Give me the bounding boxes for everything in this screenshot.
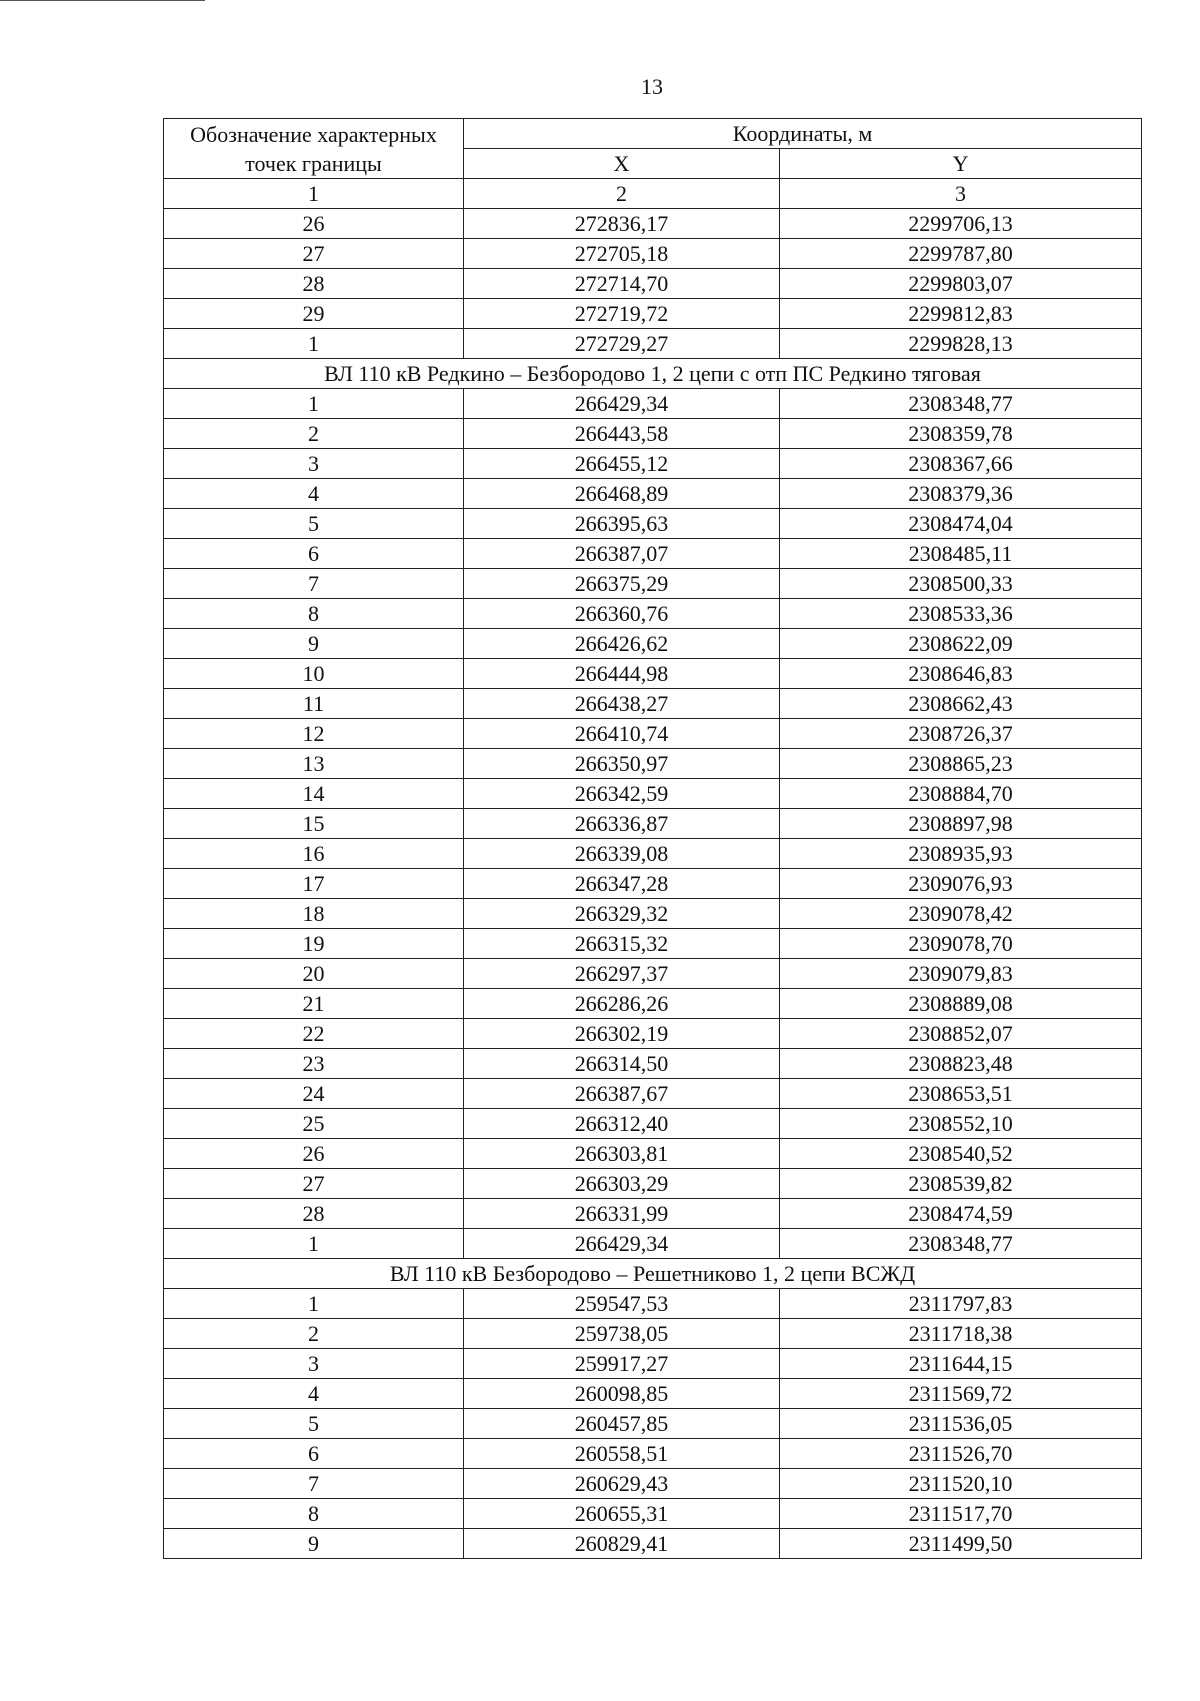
x-coordinate: 266426,62 [464,629,780,659]
table-row [164,1139,1142,1169]
section-title: ВЛ 110 кВ Редкино – Безбородово 1, 2 цепи с отп ПС Редкино тяговая [164,359,1142,389]
x-coordinate: 260655,31 [464,1499,780,1529]
table-row [164,869,1142,899]
y-coordinate: 2311526,70 [780,1439,1142,1469]
x-coordinate: 266342,59 [464,779,780,809]
y-coordinate: 2311536,05 [780,1409,1142,1439]
x-coordinate: 260829,41 [464,1529,780,1559]
x-coordinate: 266339,08 [464,839,780,869]
point-number: 20 [164,959,464,989]
point-number: 18 [164,899,464,929]
table-row [164,389,1142,419]
column-number: 1 [164,179,464,209]
x-coordinate: 266314,50 [464,1049,780,1079]
header-point-designation: Обозначение характерных точек границы [164,119,464,179]
y-coordinate: 2311718,38 [780,1319,1142,1349]
y-coordinate: 2309078,42 [780,899,1142,929]
y-coordinate: 2308823,48 [780,1049,1142,1079]
y-coordinate: 2311569,72 [780,1379,1142,1409]
point-number: 27 [164,239,464,269]
y-coordinate: 2308533,36 [780,599,1142,629]
table-row [164,1049,1142,1079]
point-number: 7 [164,1469,464,1499]
section-row [164,359,1142,389]
table-row [164,329,1142,359]
y-coordinate: 2308726,37 [780,719,1142,749]
table-row [164,1019,1142,1049]
scan-edge-line [0,0,205,1]
point-number: 9 [164,1529,464,1559]
x-coordinate: 266455,12 [464,449,780,479]
y-coordinate: 2299787,80 [780,239,1142,269]
point-number: 1 [164,389,464,419]
point-number: 1 [164,1229,464,1259]
table-row [164,269,1142,299]
x-coordinate: 266303,81 [464,1139,780,1169]
x-coordinate: 266438,27 [464,689,780,719]
x-coordinate: 266329,32 [464,899,780,929]
y-coordinate: 2308539,82 [780,1169,1142,1199]
y-coordinate: 2311797,83 [780,1289,1142,1319]
x-coordinate: 260457,85 [464,1409,780,1439]
table-row [164,509,1142,539]
point-number: 28 [164,269,464,299]
header-y: Y [780,149,1142,179]
x-coordinate: 266387,07 [464,539,780,569]
x-coordinate: 259547,53 [464,1289,780,1319]
x-coordinate: 266375,29 [464,569,780,599]
table-row [164,1349,1142,1379]
x-coordinate: 266410,74 [464,719,780,749]
x-coordinate: 266360,76 [464,599,780,629]
point-number: 7 [164,569,464,599]
y-coordinate: 2308379,36 [780,479,1142,509]
table-row [164,299,1142,329]
table-row [164,419,1142,449]
point-number: 12 [164,719,464,749]
point-number: 2 [164,419,464,449]
point-number: 11 [164,689,464,719]
point-number: 23 [164,1049,464,1079]
point-number: 4 [164,479,464,509]
table-row [164,839,1142,869]
point-number: 29 [164,299,464,329]
x-coordinate: 266286,26 [464,989,780,1019]
point-number: 25 [164,1109,464,1139]
table-row [164,569,1142,599]
table-row [164,929,1142,959]
y-coordinate: 2308884,70 [780,779,1142,809]
table-row [164,629,1142,659]
y-coordinate: 2308348,77 [780,389,1142,419]
y-coordinate: 2311520,10 [780,1469,1142,1499]
point-number: 27 [164,1169,464,1199]
point-number: 10 [164,659,464,689]
x-coordinate: 266336,87 [464,809,780,839]
y-coordinate: 2309076,93 [780,869,1142,899]
y-coordinate: 2308935,93 [780,839,1142,869]
y-coordinate: 2299812,83 [780,299,1142,329]
table-row [164,1379,1142,1409]
y-coordinate: 2308500,33 [780,569,1142,599]
section-title: ВЛ 110 кВ Безбородово – Решетниково 1, 2 цепи ВСЖД [164,1259,1142,1289]
point-number: 22 [164,1019,464,1049]
x-coordinate: 260098,85 [464,1379,780,1409]
point-number: 24 [164,1079,464,1109]
table-row [164,239,1142,269]
table-row [164,1199,1142,1229]
x-coordinate: 266303,29 [464,1169,780,1199]
table-row [164,1289,1142,1319]
x-coordinate: 266315,32 [464,929,780,959]
point-number: 16 [164,839,464,869]
y-coordinate: 2308889,08 [780,989,1142,1019]
table-row [164,659,1142,689]
table-row [164,539,1142,569]
x-coordinate: 266387,67 [464,1079,780,1109]
column-number: 2 [464,179,780,209]
table-row [164,449,1142,479]
point-number: 14 [164,779,464,809]
point-number: 6 [164,539,464,569]
x-coordinate: 266443,58 [464,419,780,449]
table-row [164,1079,1142,1109]
x-coordinate: 266350,97 [464,749,780,779]
y-coordinate: 2308474,04 [780,509,1142,539]
point-number: 3 [164,1349,464,1379]
x-coordinate: 272719,72 [464,299,780,329]
table-row [164,959,1142,989]
table-row [164,1229,1142,1259]
point-number: 2 [164,1319,464,1349]
section-row [164,1259,1142,1289]
table-row [164,479,1142,509]
y-coordinate: 2309079,83 [780,959,1142,989]
x-coordinate: 272836,17 [464,209,780,239]
page-number: 13 [641,74,663,99]
x-coordinate: 266312,40 [464,1109,780,1139]
point-number: 13 [164,749,464,779]
point-number: 9 [164,629,464,659]
column-number: 3 [780,179,1142,209]
x-coordinate: 266331,99 [464,1199,780,1229]
x-coordinate: 266444,98 [464,659,780,689]
y-coordinate: 2299803,07 [780,269,1142,299]
header-x: X [464,149,780,179]
point-number: 8 [164,1499,464,1529]
table-row [164,1439,1142,1469]
point-number: 15 [164,809,464,839]
point-number: 5 [164,1409,464,1439]
table-row [164,599,1142,629]
table-row [164,899,1142,929]
point-number: 4 [164,1379,464,1409]
point-number: 26 [164,209,464,239]
x-coordinate: 266468,89 [464,479,780,509]
x-coordinate: 266429,34 [464,389,780,419]
y-coordinate: 2311517,70 [780,1499,1142,1529]
table-row [164,689,1142,719]
x-coordinate: 272714,70 [464,269,780,299]
table-row [164,809,1142,839]
table-row [164,1499,1142,1529]
x-coordinate: 259917,27 [464,1349,780,1379]
point-number: 5 [164,509,464,539]
table-row [164,1109,1142,1139]
table-body [164,209,1142,1559]
y-coordinate: 2309078,70 [780,929,1142,959]
x-coordinate: 260629,43 [464,1469,780,1499]
y-coordinate: 2308540,52 [780,1139,1142,1169]
y-coordinate: 2308897,98 [780,809,1142,839]
y-coordinate: 2308552,10 [780,1109,1142,1139]
y-coordinate: 2308485,11 [780,539,1142,569]
y-coordinate: 2308646,83 [780,659,1142,689]
x-coordinate: 266395,63 [464,509,780,539]
point-number: 28 [164,1199,464,1229]
point-number: 8 [164,599,464,629]
x-coordinate: 260558,51 [464,1439,780,1469]
x-coordinate: 272729,27 [464,329,780,359]
point-number: 26 [164,1139,464,1169]
y-coordinate: 2308367,66 [780,449,1142,479]
y-coordinate: 2308653,51 [780,1079,1142,1109]
table-row [164,779,1142,809]
x-coordinate: 259738,05 [464,1319,780,1349]
x-coordinate: 266347,28 [464,869,780,899]
table-header [164,119,1142,209]
point-number: 21 [164,989,464,1019]
table-row [164,989,1142,1019]
x-coordinate: 272705,18 [464,239,780,269]
table-row [164,1469,1142,1499]
table-row [164,1169,1142,1199]
x-coordinate: 266429,34 [464,1229,780,1259]
y-coordinate: 2308348,77 [780,1229,1142,1259]
y-coordinate: 2299706,13 [780,209,1142,239]
point-number: 1 [164,1289,464,1319]
point-number: 6 [164,1439,464,1469]
y-coordinate: 2308622,09 [780,629,1142,659]
y-coordinate: 2308474,59 [780,1199,1142,1229]
table-row [164,749,1142,779]
coordinates-table [163,118,1142,1559]
table-row [164,719,1142,749]
point-number: 1 [164,329,464,359]
point-number: 3 [164,449,464,479]
table-row [164,209,1142,239]
header-coordinates: Координаты, м [464,119,1142,149]
y-coordinate: 2308359,78 [780,419,1142,449]
y-coordinate: 2299828,13 [780,329,1142,359]
y-coordinate: 2308865,23 [780,749,1142,779]
x-coordinate: 266302,19 [464,1019,780,1049]
table-row [164,1409,1142,1439]
point-number: 17 [164,869,464,899]
y-coordinate: 2308852,07 [780,1019,1142,1049]
point-number: 19 [164,929,464,959]
table-row [164,1319,1142,1349]
y-coordinate: 2308662,43 [780,689,1142,719]
y-coordinate: 2311499,50 [780,1529,1142,1559]
table-row [164,1529,1142,1559]
y-coordinate: 2311644,15 [780,1349,1142,1379]
x-coordinate: 266297,37 [464,959,780,989]
